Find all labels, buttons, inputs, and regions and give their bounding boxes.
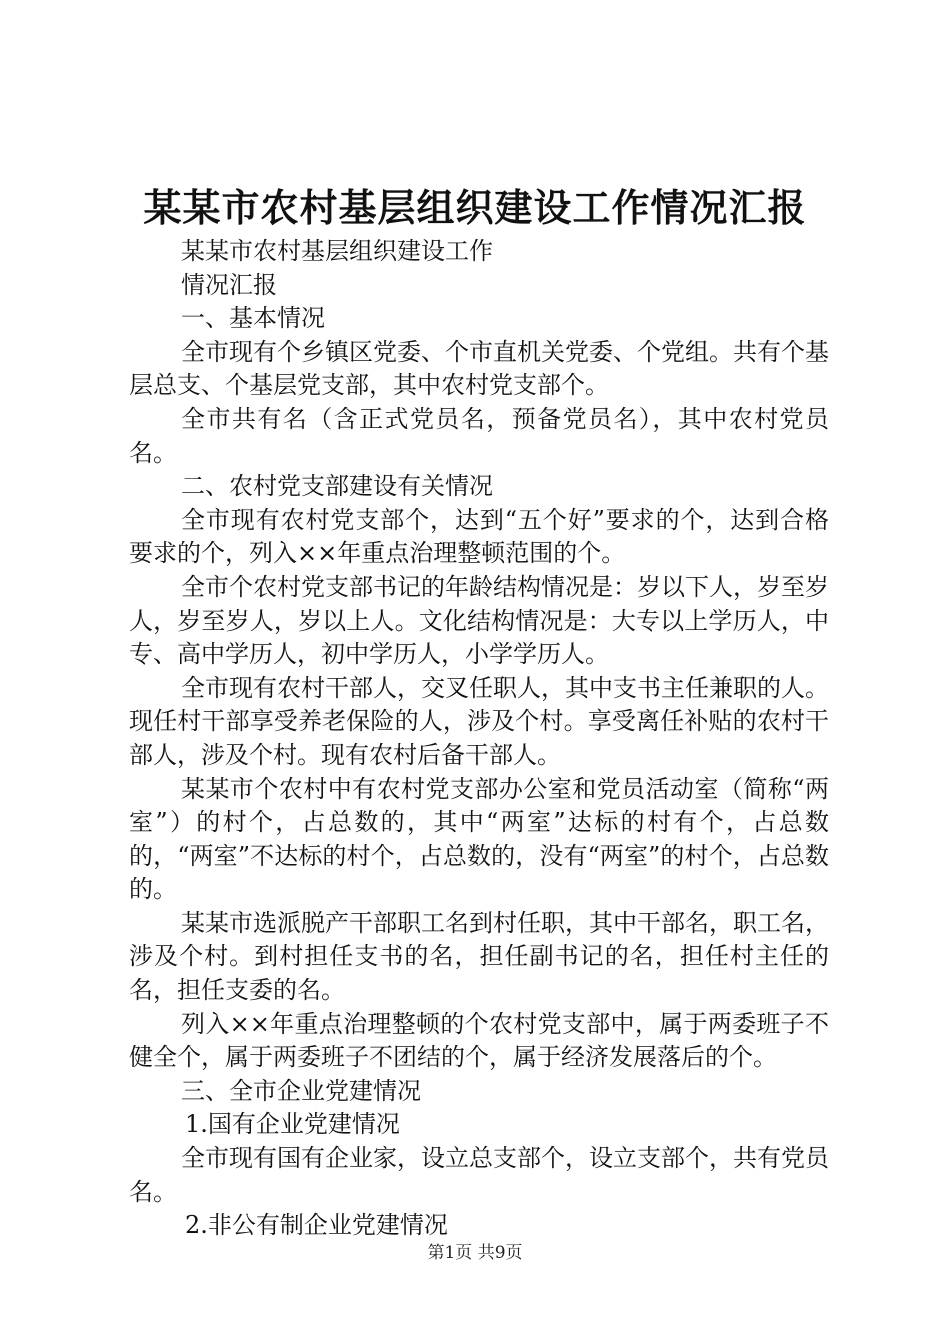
paragraph: 全市共有名（含正式党员名，预备党员名），其中农村党员名。 [129, 404, 829, 467]
paragraph: 某某市选派脱产干部职工名到村任职，其中干部名，职工名，涉及个村。到村担任支书的名，担任副书记的名，担任村主任的名，担任支委的名。 [129, 908, 829, 1005]
subtitle-line-1: 某某市农村基层组织建设工作 [181, 237, 493, 265]
paragraph: 全市现有农村干部人，交叉任职人，其中支书主任兼职的人。现任村干部享受养老保险的人，涉及个村。享受离任补贴的农村干部人，涉及个村。现有农村后备干部人。 [129, 673, 829, 769]
document-body [129, 235, 829, 1243]
document-title: 某某市农村基层组织建设工作情况汇报 [143, 185, 807, 230]
subtitle-line-2: 情况汇报 [181, 270, 277, 299]
paragraph: 全市现有个乡镇区党委、个市直机关党委、个党组。共有个基层总支、个基层党支部，其中农村党支部个。 [129, 337, 829, 400]
section-heading-3: 三、全市企业党建情况 [181, 1076, 421, 1105]
paragraph: 列入××年重点治理整顿的个农村党支部中，属于两委班子不健全个，属于两委班子不团结的个，属于经济发展落后的个。 [129, 1009, 829, 1072]
paragraph: 某某市个农村中有农村党支部办公室和党员活动室（简称“两室”）的村个，占总数的，其中“两室”达标的村有个，占总数的，“两室”不达标的村个，占总数的，没有“两室”的村个，占总数的。 [129, 774, 829, 904]
subsection-heading-2: 2.非公有制企业党建情况 [185, 1211, 448, 1240]
page-footer: 第1页 共9页 [427, 1243, 523, 1263]
section-heading-1: 一、基本情况 [181, 304, 325, 333]
section-heading-2: 二、农村党支部建设有关情况 [181, 472, 493, 501]
paragraph: 全市现有国有企业家，设立总支部个，设立支部个，共有党员名。 [129, 1144, 829, 1206]
paragraph: 全市现有农村党支部个，达到“五个好”要求的个，达到合格要求的个，列入××年重点治理整顿范围的个。 [129, 505, 829, 568]
subsection-heading-1: 1.国有企业党建情况 [185, 1110, 400, 1139]
paragraph: 全市个农村党支部书记的年龄结构情况是：岁以下人，岁至岁人，岁至岁人，岁以上人。文化结构情况是：大专以上学历人，中专、高中学历人，初中学历人，小学学历人。 [129, 572, 829, 669]
